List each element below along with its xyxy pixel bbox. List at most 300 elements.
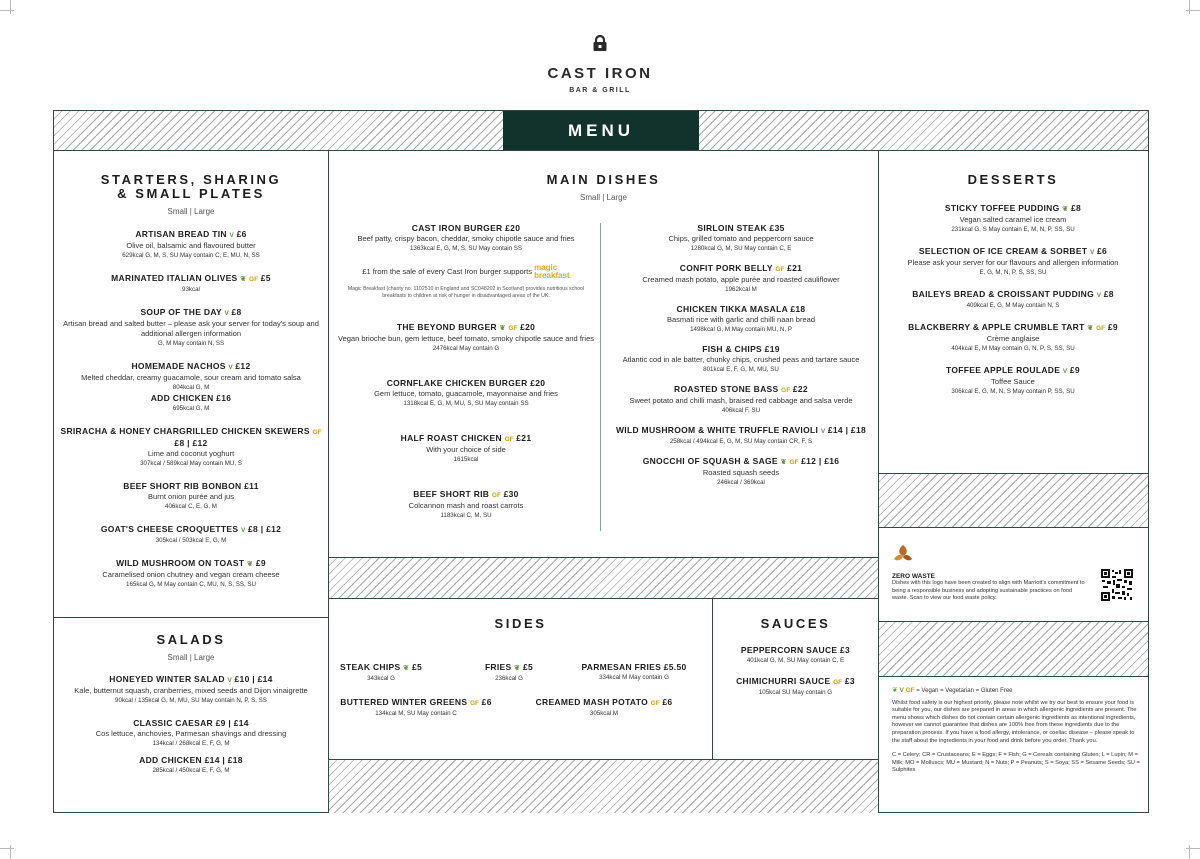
vegetarian-icon: V xyxy=(229,232,234,239)
dietary-tags xyxy=(467,697,479,707)
dietary-tags xyxy=(778,384,790,394)
zero-waste-icon xyxy=(892,543,914,565)
item-title: PARMESAN FRIES £5.50 xyxy=(581,662,687,672)
menu-item xyxy=(60,755,322,776)
item-title: MARINATED ITALIAN OLIVES xyxy=(111,273,238,283)
menu-item xyxy=(60,393,322,414)
item-name xyxy=(60,273,322,285)
legend-text: = Vegan = Vegetarian = Gluten Free xyxy=(916,688,1013,694)
item-name xyxy=(60,481,322,492)
item-title: SRIRACHA & HONEY CHARGRILLED CHICKEN SKEWERS xyxy=(60,426,310,436)
item-name xyxy=(60,393,322,404)
item-title: ARTISAN BREAD TIN xyxy=(135,229,227,239)
item-name xyxy=(713,645,878,656)
starters-title-line2: & SMALL PLATES xyxy=(117,186,265,201)
hatch-band-right-2 xyxy=(879,622,1148,676)
menu-item xyxy=(60,426,322,469)
item-allergens: 258kcal / 494kcal E, G, M, SU May contain CR, F, S xyxy=(669,438,813,445)
starters-list xyxy=(60,229,322,590)
starters-section xyxy=(60,173,322,590)
item-title: TOFFEE APPLE ROULADE xyxy=(946,365,1061,375)
starters-title xyxy=(60,173,322,201)
divider xyxy=(329,598,878,599)
item-allergens: 305kcal / 503kcal E, G, M xyxy=(155,537,227,544)
dietary-tags xyxy=(222,307,229,317)
menu-item xyxy=(336,489,596,521)
item-name xyxy=(60,524,322,536)
item-name xyxy=(884,289,1142,301)
item-price: £21 xyxy=(516,433,532,443)
item-allergens: 1962kcal M xyxy=(725,286,757,293)
item-name xyxy=(336,223,596,234)
charity-small-print: Magic Breakfast (charity no. 1102510 in England and SC048202 in Scotland) provides nutritious school breakfasts to children at risk of hunger in disadvantaged areas of the UK. xyxy=(347,286,585,299)
dietary-legend xyxy=(892,687,1142,696)
item-description: Melted cheddar, creamy guacamole, sour cream and tomato salsa xyxy=(81,373,301,382)
item-title: SELECTION OF ICE CREAM & SORBET xyxy=(918,246,1088,256)
item-price: £6 xyxy=(1097,246,1108,256)
magic-breakfast-logo-line1: magic xyxy=(534,263,558,272)
gluten-free-icon: GF xyxy=(775,266,785,273)
item-name xyxy=(713,676,878,688)
menu-item xyxy=(336,322,596,354)
menu-item xyxy=(564,662,704,683)
sides-title: SIDES xyxy=(494,616,547,631)
divider xyxy=(54,150,1148,151)
item-price: £3 xyxy=(844,676,855,686)
item-title: BLACKBERRY & APPLE CRUMBLE TART xyxy=(908,322,1085,332)
item-description: Artisan bread and salted butter – please ask your server for today's soup and additional allergen information xyxy=(63,319,319,338)
item-title: FRIES xyxy=(484,662,512,672)
vegetarian-icon: V xyxy=(241,527,246,534)
gluten-free-icon: GF xyxy=(504,436,514,443)
item-allergens: 93kcal xyxy=(182,286,200,293)
allergen-disclaimer: Whilst food safety is our highest priority, please note whilst we try our best to ensure your food is suitable for you, our dishes are prepared in areas in which allergenic ingredients are present. The menu shows which dishes do not contain certain allergenic ingredients as intentional ingredients, however we cannot guarantee that dishes are 100% free from these ingredients due to the preparation process. If you have a food allergy, intolerance, or coeliac disease – please speak to the staff about the ingredients in your food and drink before you order. Thank you. xyxy=(892,699,1137,744)
vegan-icon: ❦ xyxy=(240,276,247,283)
menu-item xyxy=(610,425,872,447)
item-price: £22 xyxy=(792,384,808,394)
cast-iron-logo xyxy=(591,34,609,52)
item-price: £6 xyxy=(236,229,247,239)
item-allergens: 1318kcal E, G, M, MU, S, SU May contain SS xyxy=(403,400,529,407)
item-allergens: 90kcal / 135kcal G, M, MU, SU May contain N, P, S, SS xyxy=(115,697,267,704)
menu-item xyxy=(464,662,554,684)
item-price: £9 xyxy=(255,558,266,568)
item-description: Burnt onion purée and jus xyxy=(148,492,234,501)
vegan-icon: ❦ xyxy=(892,687,898,694)
item-name xyxy=(336,697,496,709)
item-description: Basmati rice with garlic and chilli naan bread xyxy=(667,315,815,324)
gluten-free-icon: GF xyxy=(249,276,259,283)
item-price: £12 | £16 xyxy=(801,456,840,466)
item-allergens: 1183kcal C, M, SU xyxy=(440,512,492,519)
item-allergens: 695kcal G, M xyxy=(172,405,210,412)
dietary-tags xyxy=(497,322,518,332)
item-name xyxy=(336,433,596,445)
item-allergens: 1280kcal G, M, SU May contain C, E xyxy=(690,245,792,252)
item-allergens: 801kcal E, F, G, M, MU, SU xyxy=(703,366,779,373)
divider xyxy=(328,150,329,813)
vegetarian-icon: V xyxy=(228,364,233,371)
dietary-tags xyxy=(648,697,660,707)
vegan-icon: ❦ xyxy=(247,561,254,568)
brand-header xyxy=(0,34,1200,94)
item-name xyxy=(336,662,426,674)
item-title: FISH & CHIPS £19 xyxy=(702,344,780,354)
item-name xyxy=(60,426,322,449)
size-label: Small | Large xyxy=(580,193,627,202)
item-description: Lime and coconut yoghurt xyxy=(147,449,235,458)
vegan-icon: ❦ xyxy=(780,459,787,466)
menu-item xyxy=(60,229,322,261)
item-allergens: 343kcal G xyxy=(367,675,395,682)
item-title: BAILEYS BREAD & CROISSANT PUDDING xyxy=(912,289,1095,299)
sides-section xyxy=(329,617,712,631)
item-price: £8 xyxy=(1103,289,1114,299)
item-allergens: 165kcal G, M May contain C, MU, N, S, SS, SU xyxy=(126,581,256,588)
item-price: £8 | £12 xyxy=(174,438,208,448)
dietary-tags xyxy=(1060,365,1067,375)
salads-section xyxy=(60,633,322,776)
item-description: Vegan salted caramel ice cream xyxy=(959,215,1067,224)
item-title: CORNFLAKE CHICKEN BURGER £20 xyxy=(386,378,546,388)
divider xyxy=(54,617,328,618)
allergen-key: C = Celery; CR = Crustaceans; E = Eggs; F = Fish; G = Cereals containing Gluten; L = Lupin; M = Milk; MO = Molluscs; MU = Mustard; N = Nuts; P = Peanuts; S = Soya; SS = Sesame Seeds; SU = Sulphites xyxy=(892,752,1140,774)
item-description: Olive oil, balsamic and flavoured butter xyxy=(126,241,256,250)
item-title: SOUP OF THE DAY xyxy=(140,307,222,317)
item-title: CLASSIC CAESAR £9 | £14 xyxy=(133,718,249,728)
hatch-band-right-1 xyxy=(879,474,1148,527)
item-title: CAST IRON BURGER £20 xyxy=(411,223,521,233)
item-name xyxy=(336,489,596,501)
menu-item xyxy=(60,718,322,749)
item-title: WILD MUSHROOM & WHITE TRUFFLE RAVIOLI xyxy=(615,425,819,435)
item-description: Toffee Sauce xyxy=(991,377,1035,386)
mains-title: MAIN DISHES xyxy=(546,172,661,187)
item-allergens: 231kcal G, S May contain E, M, N, P, SS, SU xyxy=(951,226,1075,233)
menu-item xyxy=(884,365,1142,397)
item-name xyxy=(610,384,872,396)
gluten-free-icon: GF xyxy=(491,492,501,499)
item-description: Kale, butternut squash, cranberries, mixed seeds and Dijon vinaigrette xyxy=(74,686,308,695)
item-allergens: G, M May contain N, SS xyxy=(157,340,225,347)
item-name xyxy=(884,365,1142,377)
menu-item xyxy=(336,433,596,465)
item-title: CHICKEN TIKKA MASALA £18 xyxy=(676,304,806,314)
dietary-tags xyxy=(489,489,501,499)
item-title: STICKY TOFFEE PUDDING xyxy=(944,203,1060,213)
dietary-tags xyxy=(778,456,799,466)
item-allergens: 236kcal G xyxy=(495,675,523,682)
item-allergens: 334kcal M May contain G xyxy=(599,674,669,681)
item-title: ROASTED STONE BASS xyxy=(674,384,779,394)
item-description: Crème anglaise xyxy=(986,334,1040,343)
item-description: Cos lettuce, anchovies, Parmesan shavings and dressing xyxy=(95,729,287,738)
item-description: Colcannon mash and roast carrots xyxy=(408,501,524,510)
item-allergens: 306kcal E, G, M, N, S May contain P, SS, SU xyxy=(951,388,1075,395)
size-label: Small | Large xyxy=(167,207,215,216)
item-price: £21 xyxy=(787,263,803,273)
item-name xyxy=(884,203,1142,215)
item-allergens: 246kcal / 369kcal xyxy=(717,479,765,486)
item-title: BEEF SHORT RIB BONBON £11 xyxy=(123,481,259,491)
mains-header xyxy=(329,173,878,202)
item-name xyxy=(60,558,322,570)
item-name xyxy=(60,718,322,729)
gluten-free-icon: GF xyxy=(781,387,791,394)
gluten-free-icon: GF xyxy=(905,687,915,694)
item-name xyxy=(60,361,322,373)
menu-item xyxy=(60,481,322,512)
dietary-tags xyxy=(244,558,253,568)
item-name xyxy=(60,307,322,319)
hatch-band-mid xyxy=(329,558,878,598)
vegetarian-icon: V xyxy=(1062,368,1068,375)
item-title: PEPPERCORN SAUCE £3 xyxy=(740,645,851,655)
vegan-icon: ❦ xyxy=(403,665,410,672)
item-allergens: 406kcal C, E, G, M xyxy=(165,503,217,510)
gluten-free-icon: GF xyxy=(312,429,322,436)
vegan-icon: ❦ xyxy=(514,665,521,672)
dietary-tags xyxy=(238,524,245,534)
vegetarian-icon: V xyxy=(224,310,229,317)
item-price: £5 xyxy=(260,273,271,283)
item-description: Roasted squash seeds xyxy=(702,468,780,477)
item-price: £20 xyxy=(520,322,536,332)
item-price: £10 | £14 xyxy=(234,674,273,684)
dietary-tags xyxy=(400,662,409,672)
menu-item xyxy=(610,384,872,416)
item-name xyxy=(610,344,872,355)
zero-waste-text: Dishes with this logo have been created to align with Marriott's commitment to being a responsible business and adopting sustainable practices on food waste. Scan to view our food waste policy. xyxy=(892,580,1085,601)
item-name xyxy=(60,674,322,686)
item-name xyxy=(514,697,694,709)
item-title: HONEYED WINTER SALAD xyxy=(109,674,225,684)
gluten-free-icon: GF xyxy=(469,700,479,707)
item-title: SIRLOIN STEAK £35 xyxy=(697,223,785,233)
item-allergens: 134kcal M, SU May contain C xyxy=(375,710,457,717)
menu-item xyxy=(60,558,322,590)
vegetarian-icon: V xyxy=(820,428,826,435)
vegetarian-icon: V xyxy=(1096,292,1102,299)
menu-item xyxy=(884,322,1142,354)
menu-item xyxy=(610,456,872,488)
item-name xyxy=(60,755,322,766)
vegan-icon: ❦ xyxy=(1062,206,1069,213)
gluten-free-icon: GF xyxy=(789,459,799,466)
item-allergens: 404kcal E, M May contain G, N, P, S, SS, SU xyxy=(951,345,1075,352)
item-title: HALF ROAST CHICKEN xyxy=(400,433,502,443)
charity-note xyxy=(336,264,596,280)
item-name xyxy=(610,304,872,315)
brand-subtitle: BAR & GRILL xyxy=(569,87,631,94)
item-title: BEEF SHORT RIB xyxy=(413,489,490,499)
gluten-free-icon: GF xyxy=(833,679,843,686)
item-name xyxy=(884,322,1142,334)
item-allergens: 401kcal G, M, SU May contain C, E xyxy=(746,657,845,664)
crop-mark xyxy=(1189,0,1190,14)
item-allergens: 105kcal SU May contain G xyxy=(758,689,833,696)
salads-title: SALADS xyxy=(156,632,226,647)
vegan-icon: ❦ xyxy=(499,325,506,332)
charity-text: £1 from the sale of every Cast Iron burger supports xyxy=(362,266,532,276)
menu-item xyxy=(336,662,426,684)
item-price: £9 xyxy=(1107,322,1118,332)
dietary-tags xyxy=(310,426,322,436)
item-price: £12 xyxy=(235,361,251,371)
desserts-section xyxy=(884,173,1142,397)
item-title: STEAK CHIPS xyxy=(339,662,401,672)
crop-mark xyxy=(10,0,11,14)
dietary-tags xyxy=(1094,289,1101,299)
item-description: Vegan brioche bun, gem lettuce, beef tomato, smoky chipotle sauce and fries xyxy=(338,334,594,343)
item-description: Creamed mash potato, apple purée and roasted cauliflower xyxy=(642,275,840,284)
item-description: Beef patty, crispy bacon, cheddar, smoky chipotle sauce and fries xyxy=(357,234,575,243)
dietary-tags xyxy=(511,662,520,672)
item-title: ADD CHICKEN £14 | £18 xyxy=(139,755,243,765)
item-name xyxy=(884,246,1142,258)
item-price: £14 | £18 xyxy=(827,425,867,435)
crop-mark xyxy=(1186,10,1200,11)
item-price: £30 xyxy=(503,489,519,499)
menu-item xyxy=(60,674,322,706)
item-title: GOAT'S CHEESE CROQUETTES xyxy=(100,524,239,534)
item-allergens: 285kcal / 450kcal E, F, G, M xyxy=(152,767,230,774)
menu-item xyxy=(336,697,496,719)
item-title: BUTTERED WINTER GREENS xyxy=(340,697,468,707)
menu-frame xyxy=(53,110,1149,813)
item-title: THE BEYOND BURGER xyxy=(396,322,497,332)
item-title: CHIMICHURRI SAUCE xyxy=(736,676,831,686)
brand-name: CAST IRON xyxy=(547,65,653,82)
item-allergens: E, G, M, N, P, S, SS, SU xyxy=(979,269,1047,276)
item-price: £9 xyxy=(1069,365,1080,375)
item-description: Atlantic cod in ale batter, chunky chips, crushed peas and tartare sauce xyxy=(622,355,860,364)
vegan-icon: ❦ xyxy=(1087,325,1094,332)
gluten-free-icon: GF xyxy=(508,325,518,332)
item-allergens: 305kcal M xyxy=(589,710,619,717)
item-price: £6 xyxy=(481,697,492,707)
magic-breakfast-logo-line2: breakfast xyxy=(534,271,570,280)
item-name xyxy=(464,662,554,674)
menu-item xyxy=(884,289,1142,311)
item-name xyxy=(610,456,872,468)
item-price: £6 xyxy=(662,697,673,707)
item-title: GNOCCHI OF SQUASH & SAGE xyxy=(642,456,778,466)
menu-item xyxy=(60,524,322,546)
item-title: ADD CHICKEN £16 xyxy=(150,393,232,403)
qr-code[interactable] xyxy=(1101,569,1133,601)
item-name xyxy=(610,223,872,234)
item-name xyxy=(610,263,872,275)
salads-list xyxy=(60,674,322,776)
item-name xyxy=(610,425,872,437)
item-allergens: 1363kcal E, G, M, S, SU May contain SS xyxy=(409,245,523,252)
mains-right-column xyxy=(610,213,872,488)
menu-item xyxy=(336,378,596,409)
sauces-section xyxy=(713,617,878,698)
gluten-free-icon: GF xyxy=(650,700,660,707)
item-price: £5 xyxy=(411,662,423,672)
item-price: £8 | £12 xyxy=(248,524,282,534)
menu-title: MENU xyxy=(503,111,699,150)
item-price: £8 xyxy=(231,307,242,317)
item-title: CREAMED MASH POTATO xyxy=(535,697,648,707)
menu-item xyxy=(610,344,872,375)
menu-item xyxy=(713,645,878,666)
item-price: £8 xyxy=(1071,203,1082,213)
sauces-title: SAUCES xyxy=(760,616,831,631)
item-allergens: 134kcal / 268kcal E, F, G, M xyxy=(152,740,230,747)
vegetarian-icon: V xyxy=(227,677,232,684)
item-title: WILD MUSHROOM ON TOAST xyxy=(116,558,245,568)
item-title: HOMEMADE NACHOS xyxy=(131,361,226,371)
item-allergens: 629kcal G, M, S, SU May contain C, E, MU, N, SS xyxy=(122,252,260,259)
item-allergens: 2476kcal May contain G xyxy=(432,345,500,352)
vegetarian-icon: V xyxy=(1090,249,1095,256)
dietary-tags xyxy=(225,674,232,684)
dietary-tags xyxy=(818,425,825,435)
dietary-tags xyxy=(830,676,842,686)
item-description: With your choice of side xyxy=(426,445,506,454)
item-name xyxy=(564,662,704,673)
menu-item xyxy=(60,361,322,393)
crop-mark xyxy=(0,10,14,11)
menu-item xyxy=(610,263,872,295)
item-name xyxy=(60,229,322,241)
starters-title-line1: STARTERS, SHARING xyxy=(100,172,282,187)
gluten-free-icon: GF xyxy=(1096,325,1106,332)
mains-left-column xyxy=(336,213,596,521)
crop-mark xyxy=(1186,848,1200,849)
divider xyxy=(879,527,1148,528)
crop-mark xyxy=(0,848,14,849)
menu-item xyxy=(884,246,1142,278)
menu-item xyxy=(610,304,872,335)
hatch-band-bottom xyxy=(329,760,878,813)
item-description: Caramelised onion chutney and vegan cream cheese xyxy=(102,570,280,579)
item-price: £5 xyxy=(522,662,534,672)
menu-item xyxy=(60,307,322,349)
size-label: Small | Large xyxy=(167,653,215,662)
item-allergens: 1615kcal xyxy=(453,456,479,463)
item-description: Gem lettuce, tomato, guacamole, mayonnaise and fries xyxy=(374,389,558,398)
dietary-tags xyxy=(226,361,233,371)
zero-waste-block xyxy=(892,543,1148,603)
mains-column-divider xyxy=(600,223,601,531)
menu-item xyxy=(514,697,694,719)
dietary-tags xyxy=(1085,322,1106,332)
menu-item xyxy=(610,223,872,254)
item-allergens: 409kcal E, G, M May contain N, S xyxy=(966,302,1060,309)
item-allergens: 1498kcal G, M May contain MU, N, P xyxy=(690,326,792,333)
item-description: Please ask your server for our flavours and allergen information xyxy=(907,258,1119,267)
menu-item xyxy=(884,203,1142,235)
item-name xyxy=(336,378,596,389)
dietary-tags xyxy=(773,263,785,273)
menu-item xyxy=(713,676,878,698)
zero-waste-title: ZERO WASTE xyxy=(892,573,935,580)
item-name xyxy=(336,322,596,334)
item-allergens: 406kcal F, SU xyxy=(721,407,761,414)
item-title: CONFIT PORK BELLY xyxy=(679,263,773,273)
desserts-title: DESSERTS xyxy=(967,172,1059,187)
dietary-tags xyxy=(1087,246,1094,256)
item-allergens: 804kcal G, M xyxy=(172,384,210,391)
vegetarian-icon: V xyxy=(899,687,904,694)
dietary-tags xyxy=(1060,203,1069,213)
dietary-tags xyxy=(502,433,514,443)
divider xyxy=(879,676,1148,677)
